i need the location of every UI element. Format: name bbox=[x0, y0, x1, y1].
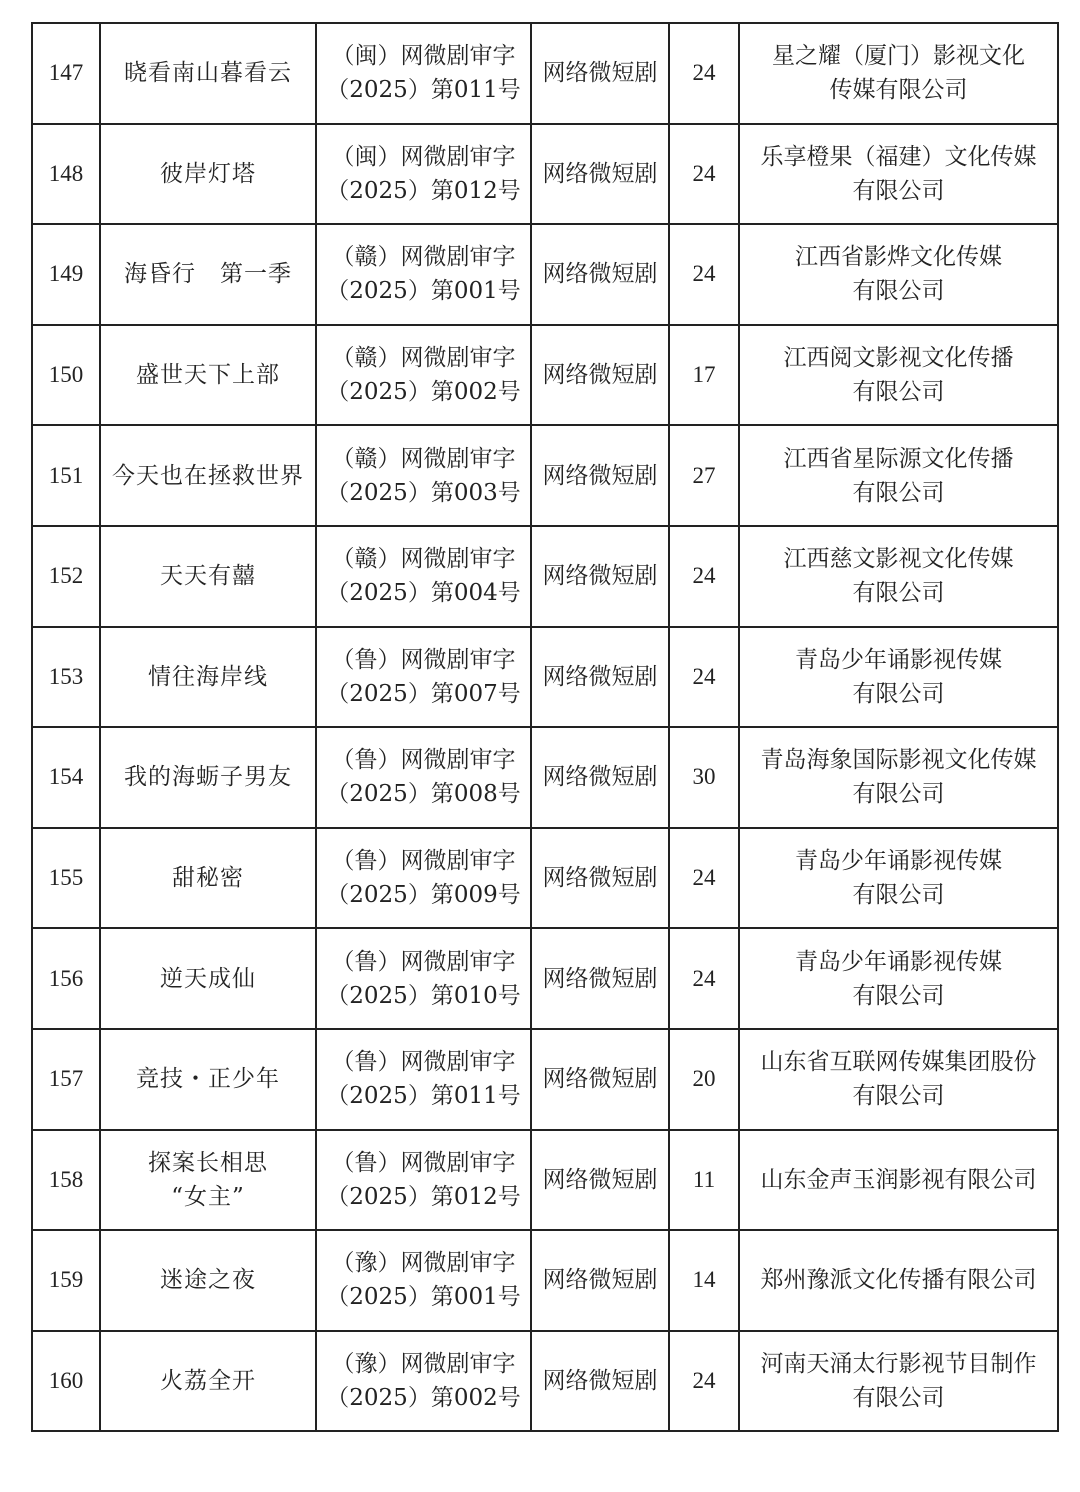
license-number-line: （豫）网微剧审字 bbox=[331, 1351, 516, 1378]
license-number-line: （2025）第009号 bbox=[326, 882, 521, 909]
drama-type: 网络微短剧 bbox=[531, 1331, 669, 1432]
drama-type: 网络微短剧 bbox=[531, 23, 669, 124]
row-number: 150 bbox=[32, 325, 100, 426]
license-number-line: （2025）第002号 bbox=[326, 379, 521, 406]
drama-title bbox=[100, 526, 316, 627]
production-company-line: 江西省星际源文化传播 bbox=[783, 445, 1014, 472]
license-number-line: （2025）第004号 bbox=[326, 580, 521, 607]
production-company-line: 江西阅文影视文化传播 bbox=[783, 345, 1014, 372]
drama-title-line: 我的海蛎子男友 bbox=[124, 764, 292, 791]
drama-type: 网络微短剧 bbox=[531, 928, 669, 1029]
drama-type: 网络微短剧 bbox=[531, 425, 669, 526]
drama-title-line: 天天有囍 bbox=[160, 563, 256, 590]
drama-registration-table bbox=[31, 22, 1059, 1432]
license-number-line: （2025）第012号 bbox=[326, 1183, 521, 1210]
production-company-line: 江西慈文影视文化传媒 bbox=[783, 546, 1014, 573]
drama-title bbox=[100, 224, 316, 325]
production-company bbox=[739, 325, 1058, 426]
table-row bbox=[32, 1029, 1058, 1130]
episode-count: 24 bbox=[669, 828, 739, 929]
production-company-line: 山东金声玉润影视有限公司 bbox=[760, 1166, 1037, 1193]
license-number-line: （2025）第002号 bbox=[326, 1385, 521, 1412]
drama-title bbox=[100, 1029, 316, 1130]
table-row bbox=[32, 124, 1058, 225]
table-row bbox=[32, 1230, 1058, 1331]
license-number-line: （赣）网微剧审字 bbox=[331, 244, 516, 271]
production-company-line: 有限公司 bbox=[852, 177, 945, 204]
license-number-line: （2025）第003号 bbox=[326, 479, 521, 506]
production-company-line: 有限公司 bbox=[852, 1385, 945, 1412]
drama-type: 网络微短剧 bbox=[531, 1130, 669, 1231]
license-number-line: （2025）第011号 bbox=[326, 77, 521, 104]
drama-title-line: 今天也在拯救世界 bbox=[112, 462, 304, 489]
production-company bbox=[739, 526, 1058, 627]
drama-title-line: 火荔全开 bbox=[160, 1368, 256, 1395]
drama-title bbox=[100, 1331, 316, 1432]
license-number-line: （2025）第007号 bbox=[326, 680, 521, 707]
drama-title bbox=[100, 627, 316, 728]
production-company-line: 青岛少年诵影视传媒 bbox=[795, 646, 1002, 673]
row-number: 156 bbox=[32, 928, 100, 1029]
drama-type: 网络微短剧 bbox=[531, 627, 669, 728]
episode-count: 11 bbox=[669, 1130, 739, 1231]
episode-count: 14 bbox=[669, 1230, 739, 1331]
table-body bbox=[32, 23, 1058, 1431]
license-number-line: （2025）第001号 bbox=[326, 1284, 521, 1311]
episode-count: 17 bbox=[669, 325, 739, 426]
drama-type: 网络微短剧 bbox=[531, 124, 669, 225]
production-company-line: 有限公司 bbox=[852, 781, 945, 808]
production-company-line: 有限公司 bbox=[852, 1083, 945, 1110]
drama-title-line: 情往海岸线 bbox=[148, 663, 268, 690]
drama-title-line: 海昏行 第一季 bbox=[124, 261, 292, 288]
drama-type: 网络微短剧 bbox=[531, 325, 669, 426]
drama-title bbox=[100, 23, 316, 124]
license-number bbox=[316, 1130, 531, 1231]
drama-title bbox=[100, 425, 316, 526]
license-number bbox=[316, 727, 531, 828]
row-number: 160 bbox=[32, 1331, 100, 1432]
license-number-line: （鲁）网微剧审字 bbox=[331, 848, 516, 875]
row-number: 152 bbox=[32, 526, 100, 627]
production-company-line: 乐享橙果（福建）文化传媒 bbox=[760, 143, 1037, 170]
table-row bbox=[32, 325, 1058, 426]
episode-count: 20 bbox=[669, 1029, 739, 1130]
table-row bbox=[32, 526, 1058, 627]
table-row bbox=[32, 928, 1058, 1029]
episode-count: 30 bbox=[669, 727, 739, 828]
production-company bbox=[739, 828, 1058, 929]
license-number-line: （2025）第011号 bbox=[326, 1083, 521, 1110]
license-number-line: （鲁）网微剧审字 bbox=[331, 646, 516, 673]
row-number: 158 bbox=[32, 1130, 100, 1231]
license-number bbox=[316, 928, 531, 1029]
drama-type: 网络微短剧 bbox=[531, 828, 669, 929]
drama-title-line: 逆天成仙 bbox=[160, 965, 256, 992]
row-number: 148 bbox=[32, 124, 100, 225]
production-company-line: 郑州豫派文化传播有限公司 bbox=[760, 1267, 1037, 1294]
production-company bbox=[739, 23, 1058, 124]
license-number-line: （鲁）网微剧审字 bbox=[331, 1049, 516, 1076]
table-row bbox=[32, 727, 1058, 828]
drama-type: 网络微短剧 bbox=[531, 224, 669, 325]
row-number: 147 bbox=[32, 23, 100, 124]
license-number bbox=[316, 526, 531, 627]
license-number-line: （鲁）网微剧审字 bbox=[331, 1149, 516, 1176]
row-number: 159 bbox=[32, 1230, 100, 1331]
drama-title bbox=[100, 325, 316, 426]
license-number bbox=[316, 627, 531, 728]
drama-title bbox=[100, 727, 316, 828]
episode-count: 27 bbox=[669, 425, 739, 526]
drama-type: 网络微短剧 bbox=[531, 1029, 669, 1130]
production-company-line: 有限公司 bbox=[852, 379, 945, 406]
production-company bbox=[739, 1331, 1058, 1432]
license-number-line: （鲁）网微剧审字 bbox=[331, 948, 516, 975]
production-company-line: 河南天涌太行影视节目制作 bbox=[760, 1351, 1037, 1378]
drama-title-line: 迷途之夜 bbox=[160, 1267, 256, 1294]
license-number-line: （2025）第008号 bbox=[326, 781, 521, 808]
row-number: 157 bbox=[32, 1029, 100, 1130]
license-number-line: （2025）第012号 bbox=[326, 177, 521, 204]
license-number-line: （赣）网微剧审字 bbox=[331, 546, 516, 573]
row-number: 155 bbox=[32, 828, 100, 929]
drama-title bbox=[100, 928, 316, 1029]
license-number bbox=[316, 425, 531, 526]
drama-title bbox=[100, 1230, 316, 1331]
production-company bbox=[739, 727, 1058, 828]
license-number bbox=[316, 828, 531, 929]
drama-type: 网络微短剧 bbox=[531, 526, 669, 627]
drama-title bbox=[100, 124, 316, 225]
license-number-line: （闽）网微剧审字 bbox=[331, 143, 516, 170]
table-row bbox=[32, 224, 1058, 325]
drama-title-line: 甜秘密 bbox=[172, 865, 244, 892]
production-company-line: 江西省影烨文化传媒 bbox=[795, 244, 1002, 271]
license-number bbox=[316, 1029, 531, 1130]
production-company-line: 有限公司 bbox=[852, 882, 945, 909]
episode-count: 24 bbox=[669, 224, 739, 325]
license-number bbox=[316, 224, 531, 325]
row-number: 151 bbox=[32, 425, 100, 526]
drama-title-line: 探案长相思 bbox=[148, 1149, 268, 1176]
license-number-line: （闽）网微剧审字 bbox=[331, 43, 516, 70]
production-company bbox=[739, 1029, 1058, 1130]
license-number bbox=[316, 124, 531, 225]
drama-title-line: 彼岸灯塔 bbox=[160, 160, 256, 187]
row-number: 149 bbox=[32, 224, 100, 325]
drama-type: 网络微短剧 bbox=[531, 1230, 669, 1331]
row-number: 153 bbox=[32, 627, 100, 728]
production-company-line: 有限公司 bbox=[852, 278, 945, 305]
production-company-line: 传媒有限公司 bbox=[829, 77, 968, 104]
production-company bbox=[739, 1230, 1058, 1331]
table-row bbox=[32, 1331, 1058, 1432]
license-number bbox=[316, 1331, 531, 1432]
production-company bbox=[739, 425, 1058, 526]
production-company-line: 有限公司 bbox=[852, 479, 945, 506]
episode-count: 24 bbox=[669, 23, 739, 124]
production-company bbox=[739, 124, 1058, 225]
production-company-line: 星之耀（厦门）影视文化 bbox=[772, 43, 1025, 70]
license-number-line: （豫）网微剧审字 bbox=[331, 1250, 516, 1277]
license-number-line: （赣）网微剧审字 bbox=[331, 345, 516, 372]
drama-title-line: 晓看南山暮看云 bbox=[124, 60, 292, 87]
license-number bbox=[316, 1230, 531, 1331]
production-company bbox=[739, 1130, 1058, 1231]
episode-count: 24 bbox=[669, 1331, 739, 1432]
table-row bbox=[32, 425, 1058, 526]
license-number bbox=[316, 325, 531, 426]
table-row bbox=[32, 1130, 1058, 1231]
production-company-line: 青岛海象国际影视文化传媒 bbox=[760, 747, 1037, 774]
production-company-line: 有限公司 bbox=[852, 982, 945, 1009]
drama-title bbox=[100, 828, 316, 929]
production-company bbox=[739, 627, 1058, 728]
production-company bbox=[739, 928, 1058, 1029]
episode-count: 24 bbox=[669, 928, 739, 1029]
drama-title-line: 盛世天下上部 bbox=[136, 362, 280, 389]
drama-title bbox=[100, 1130, 316, 1231]
drama-type: 网络微短剧 bbox=[531, 727, 669, 828]
drama-title-line: 竞技・正少年 bbox=[136, 1066, 280, 1093]
row-number: 154 bbox=[32, 727, 100, 828]
license-number-line: （赣）网微剧审字 bbox=[331, 445, 516, 472]
production-company-line: 山东省互联网传媒集团股份 bbox=[760, 1049, 1037, 1076]
license-number-line: （鲁）网微剧审字 bbox=[331, 747, 516, 774]
table-row bbox=[32, 627, 1058, 728]
table-row bbox=[32, 828, 1058, 929]
table-row bbox=[32, 23, 1058, 124]
production-company-line: 青岛少年诵影视传媒 bbox=[795, 848, 1002, 875]
production-company bbox=[739, 224, 1058, 325]
license-number-line: （2025）第010号 bbox=[326, 982, 521, 1009]
episode-count: 24 bbox=[669, 627, 739, 728]
license-number-line: （2025）第001号 bbox=[326, 278, 521, 305]
production-company-line: 青岛少年诵影视传媒 bbox=[795, 948, 1002, 975]
license-number bbox=[316, 23, 531, 124]
episode-count: 24 bbox=[669, 124, 739, 225]
episode-count: 24 bbox=[669, 526, 739, 627]
drama-title-line: “女主” bbox=[171, 1183, 245, 1210]
production-company-line: 有限公司 bbox=[852, 580, 945, 607]
production-company-line: 有限公司 bbox=[852, 680, 945, 707]
